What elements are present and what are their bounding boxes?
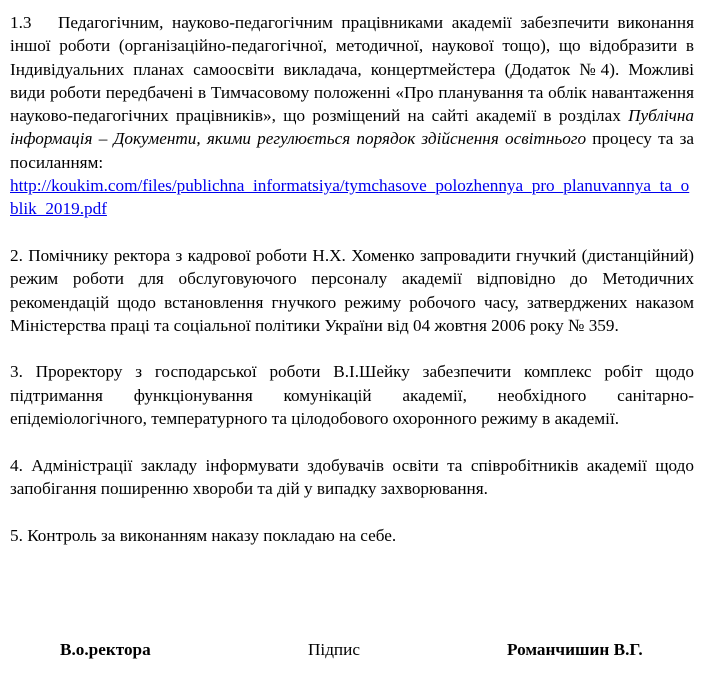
paragraph-4: 4. Адміністрації закладу інформувати здобувачів освіти та співробітників академії щодо запобігання поширенню хвороби та дій у випадку захворювання. <box>10 455 694 498</box>
paragraph-number: 1.3 <box>10 13 32 32</box>
paragraph-text-end: процесу та за посиланням: <box>10 129 694 172</box>
document-body <box>10 11 694 547</box>
paragraph-3: 3. Проректору з господарської роботи В.І.Шейку забезпечити комплекс робіт щодо підтримання функціонування комунікацій академії, необхідного санітарно-епідеміологічного, температурного та цілодобового охоронного режиму в академії. <box>10 362 694 429</box>
paragraph-gap <box>10 430 694 453</box>
paragraph-text: Педагогічним, науково-педагогічним працівниками академії забезпечити виконання іншої роботи (організаційно-педагогічної, методичної, наукової тощо), що відобразити в Індивідуальних планах самоосвіти викладача, концертмейстера (Додаток №4). Можливі види роботи передбачені в Тимчасовому положенні «Про планування та облік навантаження науково-педагогічних працівників», що розміщений на сайті академії в розділах <box>10 13 694 126</box>
signature-placeholder: Підпис <box>308 640 360 659</box>
italic-section-name: Публічна інформація – Документи, якими регулюється порядок здійснення освітнього <box>10 106 694 149</box>
document-link[interactable]: http://koukim.com/files/publichna_informatsiya/tymchasove_polozhennya_pro_planuvannya_ta_oblik_2019.pdf <box>10 176 690 219</box>
paragraph-1-3 <box>10 11 694 221</box>
paragraph-gap <box>10 221 694 244</box>
signature-block <box>0 638 704 662</box>
paragraph-5: 5. Контроль за виконанням наказу покладаю на себе. <box>10 525 397 545</box>
signatory-name: Романчишин В.Г. <box>507 640 643 659</box>
paragraph-gap <box>10 337 694 360</box>
paragraph-2: 2. Помічнику ректора з кадрової роботи Н.Х. Хоменко запровадити гнучкий (дистанційний) режим роботи для обслуговуючого персоналу академії відповідно до Методичних рекомендацій щодо встановлення гнучкого режиму робочого часу, затверджених наказом Міністерства праці та соціальної політики України від 04 жовтня 2006 року № 359. <box>10 245 694 335</box>
paragraph-gap <box>10 500 694 523</box>
signatory-role: В.о.ректора <box>60 640 151 659</box>
